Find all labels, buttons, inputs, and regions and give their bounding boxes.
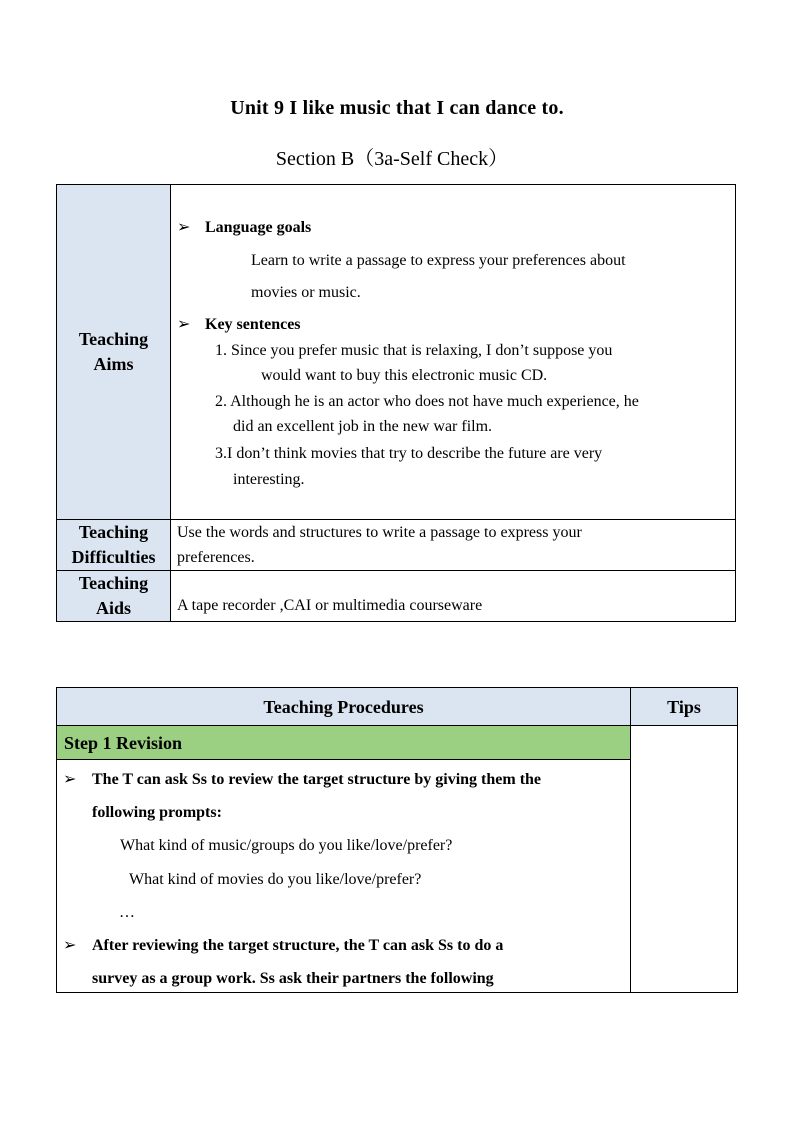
bullet-arrow-icon: ➢ bbox=[177, 316, 191, 333]
step-1-content bbox=[57, 760, 631, 993]
bullet-arrow-icon: ➢ bbox=[63, 771, 77, 788]
section-subtitle: Section B（3a-Self Check） bbox=[275, 148, 509, 170]
teaching-procedures-table bbox=[56, 687, 738, 993]
tips-header: Tips bbox=[631, 688, 738, 726]
procedures-header: Teaching Procedures bbox=[57, 688, 631, 726]
tips-cell bbox=[631, 726, 738, 993]
teaching-aims-content bbox=[171, 185, 736, 520]
procedure-text: following prompts: bbox=[92, 804, 222, 821]
page-title: Unit 9 I like music that I can dance to. bbox=[230, 97, 564, 119]
language-goals-text: movies or music. bbox=[251, 284, 361, 301]
teaching-aids-label: Teaching Aids bbox=[57, 571, 171, 622]
prompt-question: What kind of movies do you like/love/prefer? bbox=[129, 871, 422, 888]
key-sentence-3: 3.I don’t think movies that try to describe the future are very bbox=[215, 445, 603, 462]
key-sentences-heading: Key sentences bbox=[205, 316, 301, 333]
procedure-text: survey as a group work. Ss ask their partners the following bbox=[92, 970, 494, 987]
key-sentence-2: 2. Although he is an actor who does not have much experience, he bbox=[215, 393, 639, 410]
procedure-text: After reviewing the target structure, the T can ask Ss to do a bbox=[92, 937, 504, 954]
prompt-question: What kind of music/groups do you like/love/prefer? bbox=[120, 837, 453, 854]
bullet-arrow-icon: ➢ bbox=[63, 937, 77, 954]
language-goals-heading: Language goals bbox=[205, 219, 312, 236]
lesson-overview-table bbox=[56, 184, 736, 622]
teaching-aims-label: Teaching Aims bbox=[57, 185, 171, 520]
key-sentence-2-cont: did an excellent job in the new war film. bbox=[233, 418, 493, 435]
key-sentence-1: 1. Since you prefer music that is relaxing, I don’t suppose you bbox=[215, 342, 613, 359]
step-1-heading: Step 1 Revision bbox=[57, 726, 631, 760]
key-sentence-1-cont: would want to buy this electronic music CD. bbox=[261, 367, 548, 384]
key-sentence-3-cont: interesting. bbox=[233, 471, 305, 488]
ellipsis: … bbox=[119, 904, 135, 921]
teaching-aids-content: A tape recorder ,CAI or multimedia courseware bbox=[171, 571, 736, 622]
teaching-difficulties-content: Use the words and structures to write a passage to express your preferences. bbox=[171, 520, 736, 571]
teaching-difficulties-label: Teaching Difficulties bbox=[57, 520, 171, 571]
language-goals-text: Learn to write a passage to express your preferences about bbox=[251, 252, 626, 269]
procedure-text: The T can ask Ss to review the target structure by giving them the bbox=[92, 771, 542, 788]
bullet-arrow-icon: ➢ bbox=[177, 219, 191, 236]
